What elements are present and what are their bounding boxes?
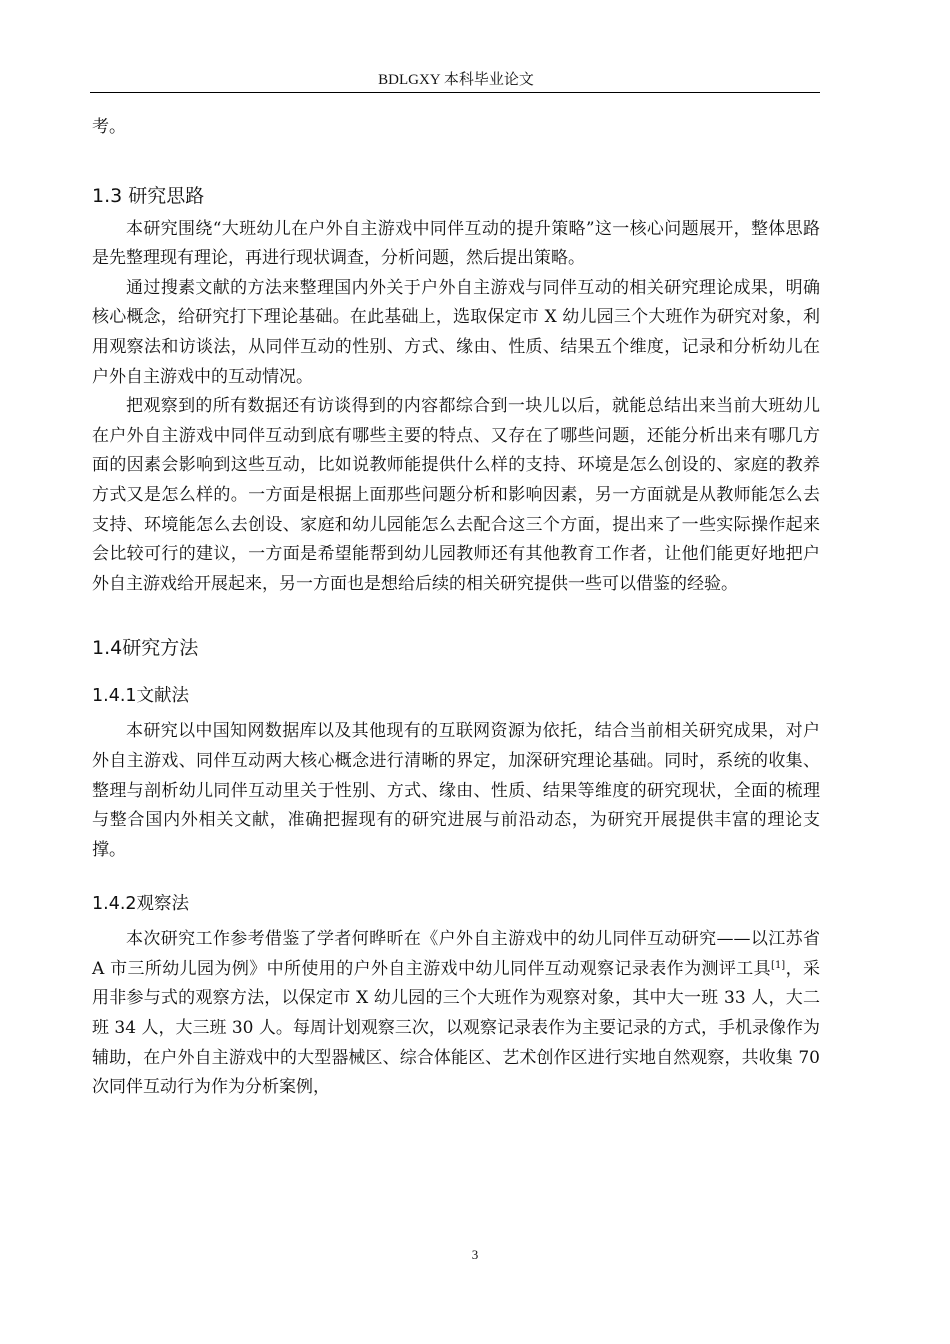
section-heading-1-3: 1.3 研究思路: [92, 184, 205, 207]
continuation-text: 考。: [92, 117, 126, 137]
paragraph: 本研究以中国知网数据库以及其他现有的互联网资源为依托，结合当前相关研究成果，对户外自主游戏、同伴互动两大核心概念进行清晰的界定，加深研究理论基础。同时，系统的收集、整理与剖析幼儿同伴互动里关于性别、方式、缘由、性质、结果等维度的研究现状，全面的梳理与整合国内外相关文献，准确把握现有的研究进展与前沿动态，为研究开展提供丰富的理论支撑。: [92, 721, 820, 860]
paragraph: [92, 925, 820, 1103]
paragraph: 通过搜素文献的方法来整理国内外关于户外自主游戏与同伴互动的相关研究理论成果，明确核心概念，给研究打下理论基础。在此基础上，选取保定市 X 幼儿园三个大班作为研究对象，利用观察法和访谈法，从同伴互动的性别、方式、缘由、性质、结果五个维度，记录和分析幼儿在户外自主游戏中的互动情况。: [92, 277, 820, 387]
citation-reference[interactable]: [1]: [771, 959, 786, 971]
subsection-heading-1-4-1: 1.4.1文献法: [92, 686, 190, 707]
page-body: [92, 113, 820, 1103]
paragraph-text: ，采用非参与式的观察方法，以保定市 X 幼儿园的三个大班作为观察对象，其中大一班 33 人，大二班 34 人，大三班 30 人。每周计划观察三次，以观察记录表作为主要记录的方式，手机录像作为辅助，在户外自主游戏中的大型器械区、综合体能区、艺术创作区进行实地自然观察，共收集 70 次同伴互动行为作为分析案例，: [92, 958, 821, 1098]
header-rule: [90, 92, 820, 93]
paragraph-text: 本次研究工作参考借鉴了学者何晔昕在《户外自主游戏中的幼儿同伴互动研究——以江苏省 A 市三所幼儿园为例》中所使用的户外自主游戏中幼儿同伴互动观察记录表作为测评工具: [92, 929, 820, 979]
page-number: 3: [471, 1247, 479, 1262]
paragraph: 本研究围绕“大班幼儿在户外自主游戏中同伴互动的提升策略”这一核心问题展开，整体思路是先整理现有理论，再进行现状调查，分析问题，然后提出策略。: [92, 218, 820, 269]
subsection-heading-1-4-2: 1.4.2观察法: [92, 894, 190, 915]
paragraph: 把观察到的所有数据还有访谈得到的内容都综合到一块儿以后，就能总结出来当前大班幼儿在户外自主游戏中同伴互动到底有哪些主要的特点、又存在了哪些问题，还能分析出来有哪几方面的因素会影响到这些互动，比如说教师能提供什么样的支持、环境是怎么创设的、家庭的教养方式又是怎么样的。一方面是根据上面那些问题分析和影响因素，另一方面就是从教师能怎么去支持、环境能怎么去创设、家庭和幼儿园能怎么去配合这三个方面，提出来了一些实际操作起来会比较可行的建议，一方面是希望能帮到幼儿园教师还有其他教育工作者，让他们能更好地把户外自主游戏给开展起来，另一方面也是想给后续的相关研究提供一些可以借鉴的经验。: [92, 396, 820, 594]
section-heading-1-4: 1.4研究方法: [92, 637, 199, 660]
page-header: BDLGXY 本科毕业论文: [378, 72, 534, 88]
